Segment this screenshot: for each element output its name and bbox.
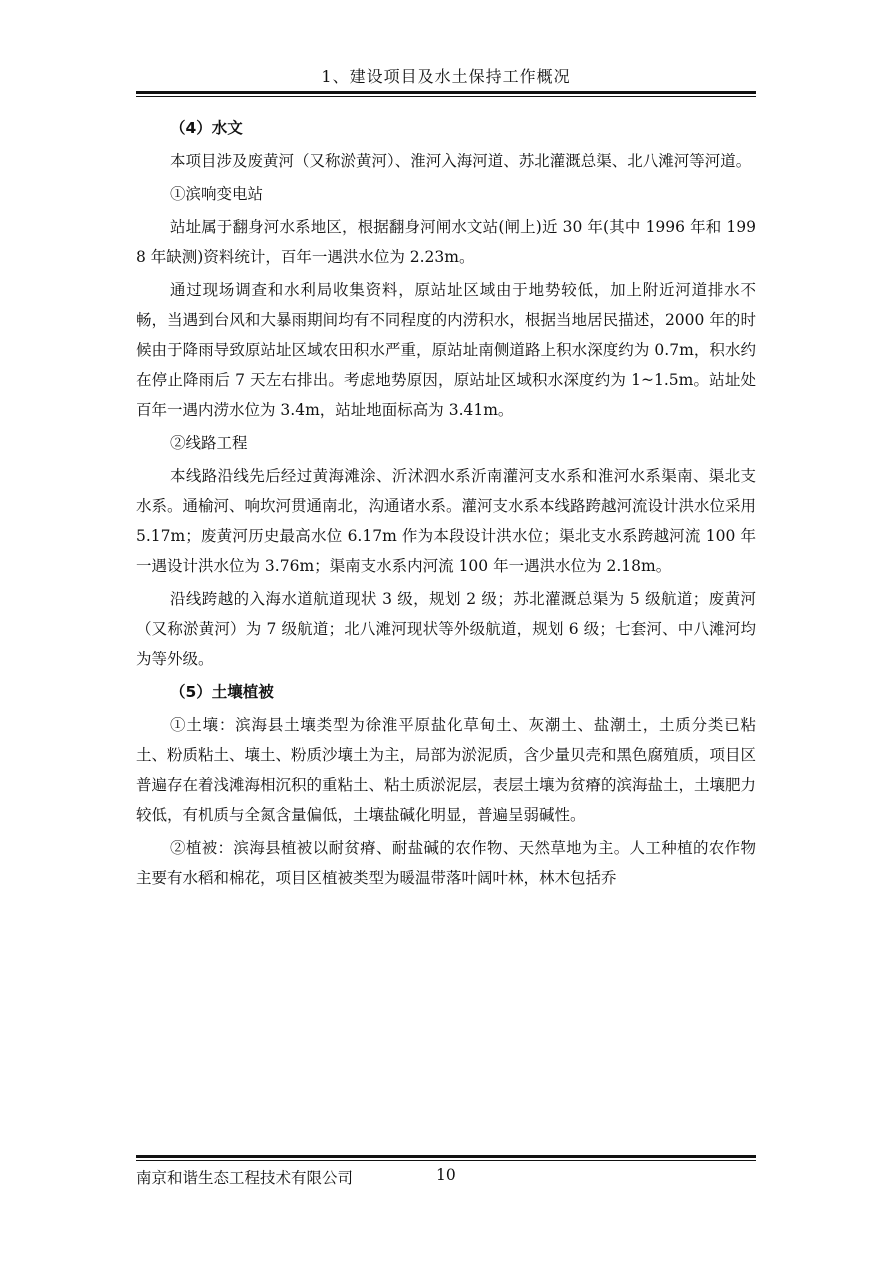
header-rule-thin <box>136 96 756 97</box>
footer-rule-thin <box>136 1160 756 1161</box>
page-body <box>136 113 756 893</box>
paragraph: 沿线跨越的入海水道航道现状 3 级，规划 2 级；苏北灌溉总渠为 5 级航道；废黄河（又称淤黄河）为 7 级航道；北八滩河现状等外级航道，规划 6 级；七套河、中八滩河均为等外级。 <box>136 590 756 668</box>
paragraph: 本项目涉及废黄河（又称淤黄河）、淮河入海河道、苏北灌溉总渠、北八滩河等河道。 <box>170 152 752 170</box>
footer-rule-thick <box>136 1155 756 1158</box>
paragraph: ②植被：滨海县植被以耐贫瘠、耐盐碱的农作物、天然草地为主。人工种植的农作物主要有水稻和棉花，项目区植被类型为暖温带落叶阔叶林，林木包括乔 <box>136 839 756 887</box>
paragraph: 站址属于翻身河水系地区，根据翻身河闸水文站(闸上)近 30 年(其中 1996 年和 1998 年缺测)资料统计，百年一遇洪水位为 2.23m。 <box>136 218 756 266</box>
section-heading-hydrology: （4）水文 <box>170 119 243 137</box>
paragraph: 本线路沿线先后经过黄海滩涂、沂沭泗水系沂南灌河支水系和淮河水系渠南、渠北支水系。通榆河、响坎河贯通南北，沟通诸水系。灌河支水系本线路跨越河流设计洪水位采用 5.17m；废黄河历史最高水位 6.17m 作为本段设计洪水位；渠北支水系跨越河流 100 年一遇设计洪水位为 3.76m；渠南支水系内河流 100 年一遇洪水位为 2.18m。 <box>136 467 757 575</box>
header-rule-thick <box>136 91 756 94</box>
paragraph: 通过现场调查和水利局收集资料，原站址区域由于地势较低，加上附近河道排水不畅，当遇到台风和大暴雨期间均有不同程度的内涝积水，根据当地居民描述，2000 年的时候由于降雨导致原站址区域农田积水严重，原站址南侧道路上积水深度约为 0.7m，积水约在停止降雨后 7 天左右排出。考虑地势原因，原站址区域积水深度约为 1~1.5m。站址处百年一遇内涝水位为 3.4m，站址地面标高为 3.41m。 <box>136 281 756 419</box>
footer-page-number: 10 <box>436 1166 456 1184</box>
subheading-substation: ①滨响变电站 <box>170 185 264 203</box>
paragraph: ①土壤：滨海县土壤类型为徐淮平原盐化草甸土、灰潮土、盐潮土，土质分类已粘土、粉质粘土、壤土、粉质沙壤土为主，局部为淤泥质，含少量贝壳和黑色腐殖质，项目区普遍存在着浅滩海相沉积的重粘土、粘土质淤泥层，表层土壤为贫瘠的滨海盐土，土壤肥力较低，有机质与全氮含量偏低，土壤盐碱化明显，普遍呈弱碱性。 <box>136 716 757 824</box>
footer-company-name: 南京和谐生态工程技术有限公司 <box>136 1169 354 1187</box>
page-header-title: 1、建设项目及水土保持工作概况 <box>321 67 571 86</box>
subheading-line-engineering: ②线路工程 <box>170 434 248 452</box>
section-heading-soil-vegetation: （5）土壤植被 <box>170 683 274 701</box>
